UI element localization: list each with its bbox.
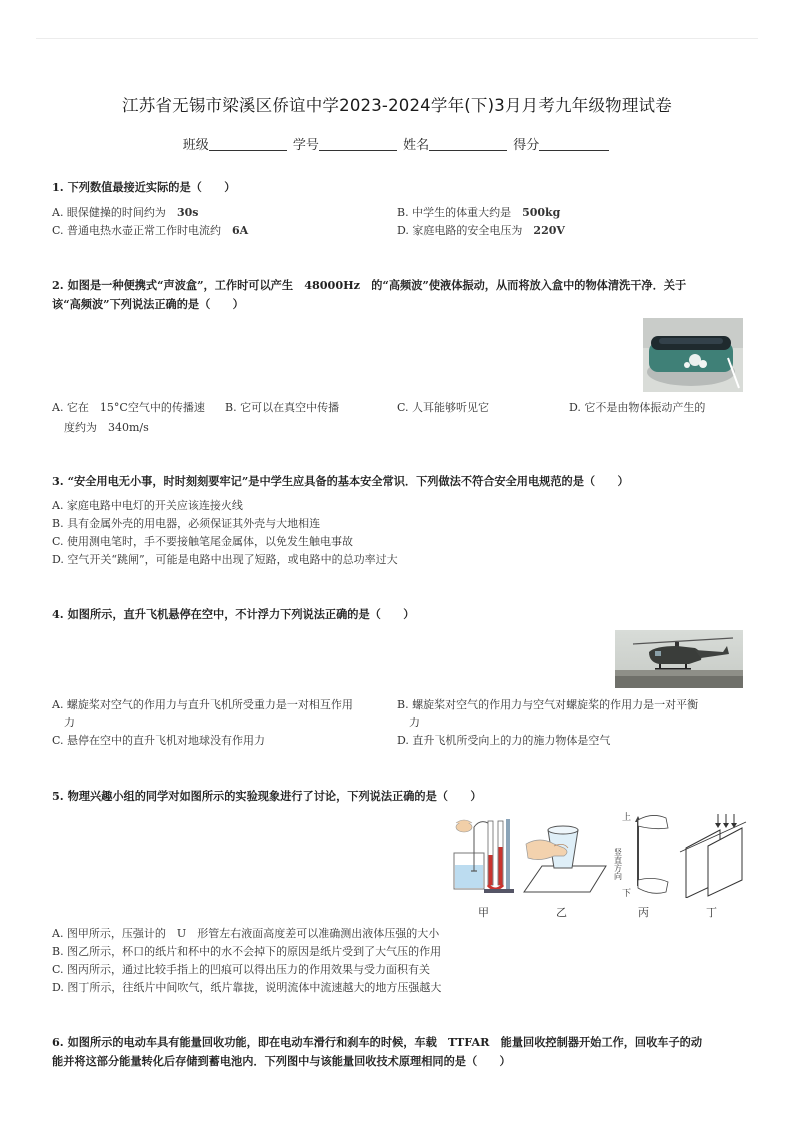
figure-label-bing: 丙 — [638, 906, 649, 919]
page-top-rule — [36, 38, 758, 39]
q2-option-d[interactable]: D. 它不是由物体振动产生的 — [569, 401, 706, 414]
q5-option-a[interactable]: A. 图甲所示，压强计的 U 形管左右液面高度差可以准确测出液体压强的大小 — [52, 927, 440, 940]
question-4-stem: 4. 如图所示，直升飞机悬停在空中，不计浮力下列说法正确的是（ ） — [52, 607, 415, 621]
figure-bing-pencil-fingers — [608, 808, 672, 898]
q2-option-a-line1[interactable]: A. 它在 15°C空气中的传播速 — [52, 401, 205, 414]
q3-option-b[interactable]: B. 具有金属外壳的用电器，必须保证其外壳与大地相连 — [52, 517, 321, 530]
figure-label-jia: 甲 — [478, 906, 489, 919]
q4-option-a-line1[interactable]: A. 螺旋桨对空气的作用力与直升飞机所受重力是一对相互作用 — [52, 698, 353, 711]
q1-option-c[interactable]: C. 普通电热水壶正常工作时电流约 6A — [52, 224, 249, 237]
question-6-stem-line2: 能并将这部分能量转化后存储到蓄电池内．下列图中与该能量回收技术原理相同的是（ ） — [52, 1054, 511, 1068]
question-1-stem: 1. 下列数值最接近实际的是（ ） — [52, 180, 236, 194]
exam-title: 江苏省无锡市梁溪区侨谊中学2023-2024学年(下)3月月考九年级物理试卷 — [122, 96, 672, 115]
q4-option-b-line2: 力 — [409, 716, 420, 729]
q3-option-a[interactable]: A. 家庭电路中电灯的开关应该连接火线 — [52, 499, 243, 512]
q4-option-b-line1[interactable]: B. 螺旋桨对空气的作用力与空气对螺旋桨的作用力是一对平衡 — [397, 698, 699, 711]
figure-label-yi: 乙 — [556, 906, 567, 919]
score-blank[interactable] — [539, 150, 609, 151]
q4-option-d[interactable]: D. 直升飞机所受向上的力的施力物体是空气 — [397, 734, 611, 747]
figure-yi-inverted-cup — [520, 822, 610, 894]
q4-option-c[interactable]: C. 悬停在空中的直升飞机对地球没有作用力 — [52, 734, 266, 747]
q2-option-a-line2: 度约为 340m/s — [64, 421, 149, 434]
name-label: 姓名 — [403, 138, 430, 153]
q1-option-b[interactable]: B. 中学生的体重大约是 500kg — [397, 206, 561, 219]
label-up: 上 — [622, 813, 632, 823]
score-label: 得分 — [513, 138, 540, 153]
q1-option-d[interactable]: D. 家庭电路的安全电压为 220V — [397, 224, 565, 237]
label-down: 下 — [622, 889, 632, 898]
class-label: 班级 — [182, 138, 209, 153]
student-info-row — [0, 134, 794, 153]
helicopter-photo — [615, 630, 743, 688]
q1-option-a[interactable]: A. 眼保健操的时间约为 30s — [52, 206, 199, 219]
q3-option-d[interactable]: D. 空气开关“跳闸”，可能是电路中出现了短路，或电路中的总功率过大 — [52, 553, 398, 566]
name-blank[interactable] — [429, 150, 507, 151]
q2-option-c[interactable]: C. 人耳能够听见它 — [397, 401, 490, 414]
question-3-stem: 3. “安全用电无小事，时时刻刻要牢记”是中学生应具备的基本安全常识．下列做法不符合安全用电规范的是（ ） — [52, 474, 629, 488]
question-5-stem: 5. 物理兴趣小组的同学对如图所示的实验现象进行了讨论，下列说法正确的是（ ） — [52, 789, 482, 803]
figure-label-ding: 丁 — [706, 906, 717, 919]
question-6-stem-line1: 6. 如图所示的电动车具有能量回收功能，即在电动车滑行和刹车的时候，车载 TTFAR 能量回收控制器开始工作，回收车子的动 — [52, 1035, 703, 1049]
q5-option-d[interactable]: D. 图丁所示，往纸片中间吹气，纸片靠拢，说明流体中流速越大的地方压强越大 — [52, 981, 442, 994]
question-2-stem-line1: 2. 如图是一种便携式“声波盒”，工作时可以产生 48000Hz 的“高频波”使液体振动，从而将放入盒中的物体清洗干净．关于 — [52, 278, 687, 292]
label-vertical: 竖直方向 — [613, 848, 623, 880]
q5-option-b[interactable]: B. 图乙所示，杯口的纸片和杯中的水不会掉下的原因是纸片受到了大气压的作用 — [52, 945, 442, 958]
q4-option-a-line2: 力 — [64, 716, 75, 729]
q2-option-b[interactable]: B. 它可以在真空中传播 — [225, 401, 340, 414]
number-blank[interactable] — [319, 150, 397, 151]
figure-jia-pressure-gauge — [440, 815, 520, 895]
class-blank[interactable] — [209, 150, 287, 151]
question-2-stem-line2: 该“高频波”下列说法正确的是（ ） — [52, 297, 244, 311]
sonic-box-photo — [643, 318, 743, 392]
q5-option-c[interactable]: C. 图丙所示，通过比较手指上的凹痕可以得出压力的作用效果与受力面积有关 — [52, 963, 431, 976]
figure-ding-paper-sheets — [676, 812, 752, 898]
q3-option-c[interactable]: C. 使用测电笔时，手不要接触笔尾金属体，以免发生触电事故 — [52, 535, 354, 548]
number-label: 学号 — [292, 138, 319, 153]
